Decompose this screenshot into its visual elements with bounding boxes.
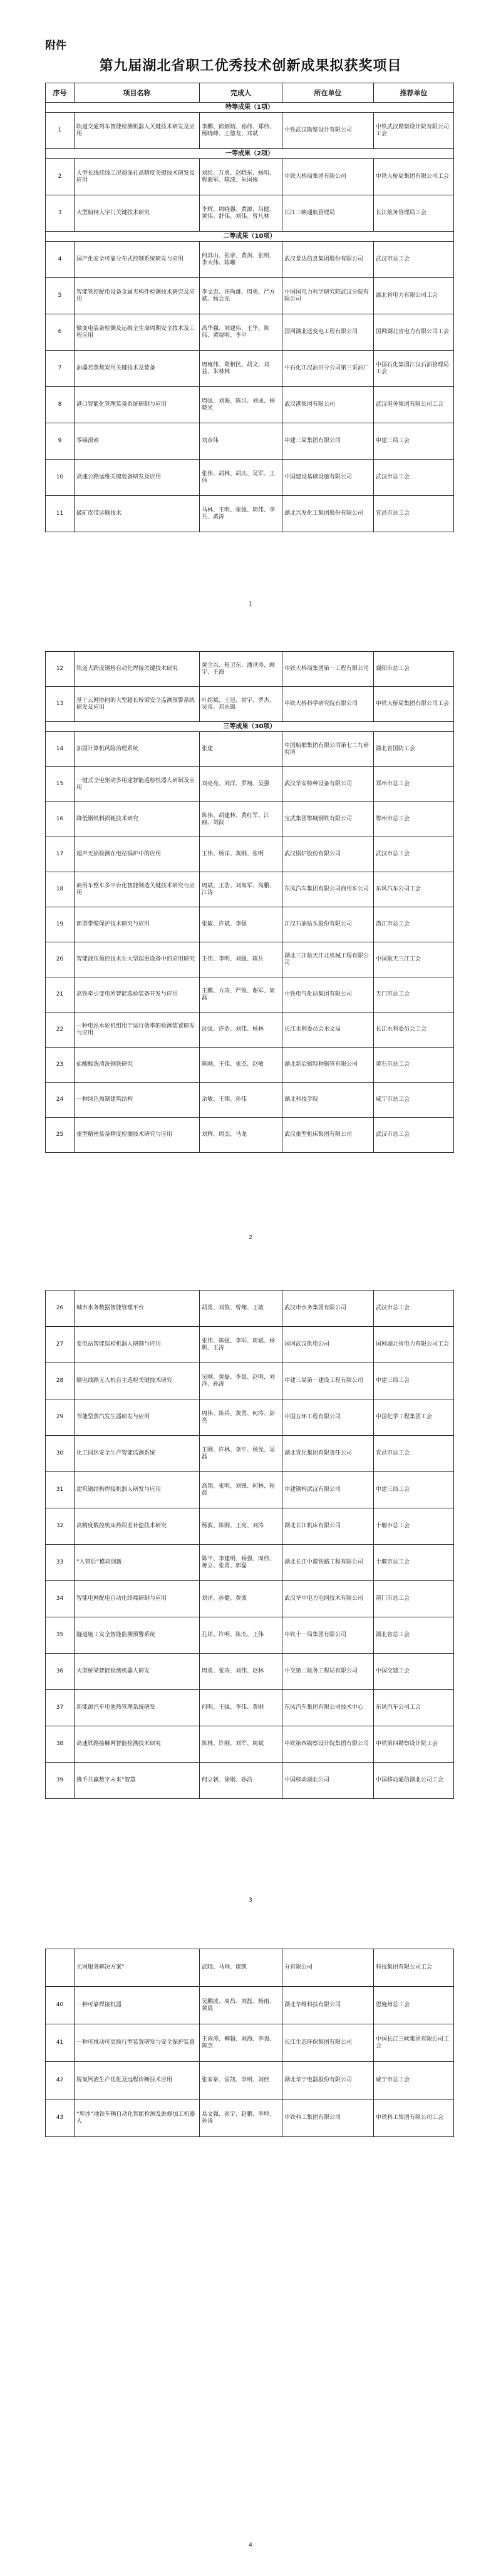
row-number: 27 (46, 1327, 75, 1363)
affiliation: 中铁第四勘察设计院集团有限公司 (282, 1726, 374, 1763)
recommender: 武汉市总工会 (374, 1291, 454, 1327)
completers: 李文忠、许尚雄、周勇、严方斌、杨会元 (200, 278, 282, 314)
table-row (46, 2062, 454, 2099)
table-row (46, 767, 454, 802)
table-row (46, 1581, 454, 1617)
affiliation: 武汉港集团有限公司 (282, 387, 374, 423)
recommender: 武汉港务集团有限公司工会 (374, 387, 454, 423)
recommender: 中铁大桥局集团有限公司工会 (374, 159, 454, 195)
recommender: 长江水利委员会工会 (374, 1012, 454, 1048)
affiliation: 湖北宜化集团有限责任公司 (282, 1436, 374, 1472)
project-name: 智能电网配电自动化终端研制与应用 (75, 1581, 200, 1617)
completers: 王鹏、方涛、严俊、谢军、周磊 (200, 977, 282, 1012)
table-row (46, 113, 454, 149)
table-row (46, 1763, 454, 1799)
project-name: 智能管控配电设备金属夹构件检测技术研究及应用 (75, 278, 200, 314)
recommender: 国网湖北省电力有限公司工会 (374, 1327, 454, 1363)
completers: 张伟、胡林、胡庆、吴军、王伟 (200, 460, 282, 496)
table-row (46, 1617, 454, 1654)
table-row (46, 496, 454, 532)
column-header: 所在单位 (282, 83, 374, 103)
row-number: 22 (46, 1012, 75, 1048)
project-name: 变电站智能巡检机器人研制与应用 (75, 1327, 200, 1363)
completers: 刘洋、孙健、黄波 (200, 1581, 282, 1617)
row-number: 43 (46, 2099, 75, 2137)
table-row (46, 977, 454, 1012)
table-row (46, 1048, 454, 1083)
completers: 周斌、王浩、刘海军、高鹏、江涛 (200, 872, 282, 907)
affiliation: 中铁电气化局集团有限公司 (282, 977, 374, 1012)
completers: 马林、王明、张强、周伟、李兵、黄涛 (200, 496, 282, 532)
project-name: “库沙”地铁车辆自动化智能检测及维修加工机器人 (75, 2099, 200, 2137)
recommender: 湖北省电力有限公司工会 (374, 278, 454, 314)
row-number (46, 1949, 75, 1987)
recommender: 宜昌市总工会 (374, 1436, 454, 1472)
affiliation: 武汉景达信息集团股份有限公司 (282, 242, 374, 278)
recommender: 东风汽车公司工会 (374, 872, 454, 907)
row-number: 36 (46, 1654, 75, 1690)
row-number: 30 (46, 1436, 75, 1472)
project-name: 加固计算机风险治理系统 (75, 732, 200, 767)
recommender: 武汉市总工会 (374, 460, 454, 496)
completers: 沈强、许浩、刘伟、杨林 (200, 1012, 282, 1048)
table-row (46, 1327, 454, 1363)
recommender: 郑州市总工会 (374, 767, 454, 802)
project-name: 城市水务数据智能管理平台 (75, 1291, 200, 1327)
project-name: 商用车整车多平台化智能制造关键技术研究与应用 (75, 872, 200, 907)
award-table-page-2 (45, 651, 454, 1153)
table-row (46, 314, 454, 351)
document-title: 第九届湖北省职工优秀技术创新成果拟获奖项目 (99, 58, 402, 74)
project-name: 破矿皮带运输技术 (75, 496, 200, 532)
category-row (46, 722, 454, 732)
project-name: 重型精密装备精度检测技术研究与应用 (75, 1118, 200, 1153)
project-name: 轨道交通列车智能检测机器人关键技术研发及应用 (75, 113, 200, 149)
recommender: 中铁大桥局集团有限公司工会 (374, 687, 454, 722)
completers: 杨波、陈刚、王亮、刘涛 (200, 1508, 282, 1545)
award-table-page-4 (45, 1949, 454, 2137)
page-number: 3 (249, 1897, 252, 1904)
row-number: 40 (46, 1987, 75, 2024)
table-row (46, 1363, 454, 1399)
project-name: 高速铁路接触网智能检测技术研究 (75, 1726, 200, 1763)
affiliation: 湖北兴发化工集团股份有限公司 (282, 496, 374, 532)
completers: 李鹏、邱炳炳、孙伟、郑伟、杨晓峰、王德龙、邓斌 (200, 113, 282, 149)
table-row (46, 1545, 454, 1581)
row-number: 34 (46, 1581, 75, 1617)
recommender: 宜昌市总工会 (374, 496, 454, 532)
project-name: 化工园区安全生产智能监测系统 (75, 1436, 200, 1472)
recommender: 武汉市总工会 (374, 242, 454, 278)
row-number: 33 (46, 1545, 75, 1581)
affiliation: 中铁十一局集团有限公司 (282, 1617, 374, 1654)
affiliation: 中铁大桥科学研究院有限公司 (282, 687, 374, 722)
row-number: 6 (46, 314, 75, 351)
completers: 孔祥、许明、陈杰、王伟 (200, 1617, 282, 1654)
recommender: 武汉市总工会 (374, 1118, 454, 1153)
row-number: 39 (46, 1763, 75, 1799)
row-number: 19 (46, 907, 75, 942)
row-number: 5 (46, 278, 75, 314)
completers: 何立新、徐刚、孙浩 (200, 1763, 282, 1799)
table-row (46, 278, 454, 314)
recommender: 中国交建工会 (374, 1654, 454, 1690)
row-number: 24 (46, 1083, 75, 1118)
completers: 王伟、杨洋、黄刚、张明 (200, 837, 282, 872)
table-row (46, 802, 454, 837)
table-row (46, 2099, 454, 2137)
affiliation: 长江生态环保集团有限公司 (282, 2024, 374, 2062)
completers: 余敏、王翔、孙伟 (200, 1083, 282, 1118)
recommender: 潜江市总工会 (374, 907, 454, 942)
table-row (46, 1436, 454, 1472)
recommender: 科技集团有限公司工会 (374, 1949, 454, 1987)
project-name: 盐酸酸洗清洗钢铁研究 (75, 1048, 200, 1083)
affiliation: 湖北三江航天江北机械工程有限公司 (282, 942, 374, 977)
completers: 陈林、许刚、刘军、周斌 (200, 1726, 282, 1763)
affiliation: 中铁科工集团有限公司 (282, 2099, 374, 2137)
affiliation: 武汉华中电力电网技术有限公司 (282, 1581, 374, 1617)
project-name: 元网服务解决方案” (75, 1949, 200, 1987)
completers: 陈刚、王伟、张杰、赵敏 (200, 1048, 282, 1083)
row-number: 8 (46, 387, 75, 423)
completers: 刘亮亮、刘洋、罗翔、吴强 (200, 767, 282, 802)
row-number: 4 (46, 242, 75, 278)
project-name: 零锚滑索 (75, 423, 200, 460)
row-number: 29 (46, 1399, 75, 1436)
table-row (46, 2024, 454, 2062)
project-name: 国产化安全可靠分布式控制系统研发与应用 (75, 242, 200, 278)
table-row (46, 1690, 454, 1726)
recommender: 中建三局工会 (374, 1472, 454, 1508)
column-header: 完成人 (200, 83, 282, 103)
project-name: 脱氧钙渣生产优化及远程诊断技术应用 (75, 2062, 200, 2099)
table-row (46, 652, 454, 687)
row-number: 26 (46, 1291, 75, 1327)
recommender: 天门市总工会 (374, 977, 454, 1012)
project-name: 高速公路运维关键装备研发及应用 (75, 460, 200, 496)
affiliation: 武汉锅炉股份有限公司 (282, 837, 374, 872)
table-row (46, 1654, 454, 1690)
recommender: 鄂州市总工会 (374, 802, 454, 837)
project-name: “入管后”模块创新 (75, 1545, 200, 1581)
recommender: 中国航天三江工会 (374, 942, 454, 977)
page-number: 2 (249, 1235, 252, 1241)
row-number: 37 (46, 1690, 75, 1726)
recommender: 中铁科工集团有限公司工会 (374, 2099, 454, 2137)
affiliation: 长江水利委员会水文局 (282, 1012, 374, 1048)
affiliation: 中石化江汉油田分公司第三采油厂 (282, 351, 374, 387)
affiliation: 东风汽车集团有限公司商用车公司 (282, 872, 374, 907)
completers: 王伟、李明、刘强、陈兵 (200, 942, 282, 977)
affiliation: 中铁武汉勘察设计有限公司 (282, 113, 374, 149)
recommender: 恩施州总工会 (374, 1987, 454, 2024)
table-row (46, 242, 454, 278)
recommender: 十堰市总工会 (374, 1508, 454, 1545)
recommender: 十堰市总工会 (374, 1545, 454, 1581)
category-row (46, 103, 454, 113)
affiliation: 东风汽车集团有限公司技术中心 (282, 1690, 374, 1726)
recommender: 中建三局工会 (374, 423, 454, 460)
category-label: 二等成果（10项） (46, 232, 454, 242)
recommender: 长江航务管理局工会 (374, 195, 454, 232)
completers: 陈平、李建明、杨强、周伟、蒋立、张勇、郭磊 (200, 1545, 282, 1581)
affiliation: 中交第二航务工程局有限公司 (282, 1654, 374, 1690)
table-row (46, 1508, 454, 1545)
recommender: 湖北省总工会 (374, 1617, 454, 1654)
project-name: 智能液压预控技术在大型起重设备中的应用研究 (75, 942, 200, 977)
affiliation: 湖北新冶钢特种钢管有限公司 (282, 1048, 374, 1083)
category-label: 三等成果（30项） (46, 722, 454, 732)
project-name: 一种可靠焊接机器 (75, 1987, 200, 2024)
recommender: 中国化学工程集团工会 (374, 1399, 454, 1436)
row-number: 13 (46, 687, 75, 722)
row-number: 42 (46, 2062, 75, 2099)
affiliation: 中国建设基础设施有限公司 (282, 460, 374, 496)
completers: 周勇、张涛、刘伟、赵林 (200, 1654, 282, 1690)
completers: 王刚、许林、李平、杨光、吴磊 (200, 1436, 282, 1472)
table-row (46, 732, 454, 767)
project-name: 建筑钢结构焊接机器人研发与应用 (75, 1472, 200, 1508)
affiliation: 中国国电力科学研究院武汉分院有限公司 (282, 278, 374, 314)
recommender: 东风汽车公司工会 (374, 1690, 454, 1726)
attachment-label: 附件 (45, 39, 66, 52)
affiliation: 中国五环工程有限公司 (282, 1399, 374, 1436)
table-row (46, 1949, 454, 1987)
row-number: 28 (46, 1363, 75, 1399)
category-label: 一等成果（2项） (46, 149, 454, 159)
affiliation: 江汉石油钻头股份有限公司 (282, 907, 374, 942)
table-row (46, 1987, 454, 2024)
project-name: 携手共赢数字未来“智慧 (75, 1763, 200, 1799)
project-name: 大型长线挂线工况超深孔高精度关键技术研发及应用 (75, 159, 200, 195)
table-row (46, 1291, 454, 1327)
row-number: 18 (46, 872, 75, 907)
project-name: 一种可推动可更换行型装置研发与安全保护装置 (75, 2024, 200, 2062)
completers: 周强、刘海、陈兴、刘成、杨晓光 (200, 387, 282, 423)
table-row (46, 159, 454, 195)
recommender: 中铁第四勘察设计院工会 (374, 1726, 454, 1763)
row-number: 20 (46, 942, 75, 977)
table-row (46, 1012, 454, 1048)
table-row (46, 423, 454, 460)
completers: 黄全兴、程卫东、潘世涛、顾宇、王海 (200, 652, 282, 687)
table-header-row (46, 83, 454, 103)
affiliation: 中建钢构武汉有限公司 (282, 1472, 374, 1508)
recommender: 荆门市总工会 (374, 1581, 454, 1617)
affiliation: 湖北华宁电器股份有限公司 (282, 2062, 374, 2099)
project-name: 一键式全电驱动多用途智能巡检机器人研制及应用 (75, 767, 200, 802)
table-row (46, 1083, 454, 1118)
completers: 刘辉、周杰、马龙 (200, 1118, 282, 1153)
completers: 周雍伟、葛相民、胡文、刘益、朱林林 (200, 351, 282, 387)
table-row (46, 387, 454, 423)
table-row (46, 351, 454, 387)
recommender: 湖北省国防工会 (374, 732, 454, 767)
column-header: 项目名称 (75, 83, 200, 103)
completers: 刘红、万勇、赵晓东、杨明、程海军、陈波、朱国俊 (200, 159, 282, 195)
table-row (46, 837, 454, 872)
affiliation: 湖北华维科技有限公司 (282, 1987, 374, 2024)
completers: 胡勇、刘俊、曾翔、王敏 (200, 1291, 282, 1327)
affiliation: 武汉华安特种设备有限公司 (282, 767, 374, 802)
affiliation: 长江三峡通航管理局 (282, 195, 374, 232)
row-number: 3 (46, 195, 75, 232)
project-name: 新型带缆保护技术研究与应用 (75, 907, 200, 942)
affiliation: 宝武集团鄂城钢铁有限公司 (282, 802, 374, 837)
recommender: 中国石化集团江汉石油管理局工会 (374, 351, 454, 387)
affiliation: 湖北长江机床有限公司 (282, 1508, 374, 1545)
affiliation: 中国船舶集团有限公司第七二九研究所 (282, 732, 374, 767)
completers: 周伟、陈兵、黄勇、何涛、彭亮 (200, 1399, 282, 1436)
completers: 张伟、陈强、李军、周斌、杨帆、王涛 (200, 1327, 282, 1363)
completers: 陈伟、胡建林、黄红军、江丽、刘波 (200, 802, 282, 837)
project-name: 输变电装备检测及运维全生命周期安全技术及工程应用 (75, 314, 200, 351)
affiliation: 武汉重型机床集团有限公司 (282, 1118, 374, 1153)
project-name: 超声无损检测在电站锅炉中的应用 (75, 837, 200, 872)
column-header: 推荐单位 (374, 83, 454, 103)
row-number: 16 (46, 802, 75, 837)
completers: 吴刚、黄磊、李晨、赵明、刘洋、孙涛 (200, 1363, 282, 1399)
table-row (46, 942, 454, 977)
row-number: 25 (46, 1118, 75, 1153)
table-row (46, 1726, 454, 1763)
completers: 何其山、张帝、黄剑、张明、李大伟、陈曦 (200, 242, 282, 278)
recommender: 黄石市总工会 (374, 1048, 454, 1083)
row-number: 1 (46, 113, 75, 149)
affiliation: 湖北长江中游铁路工程有限公司 (282, 1545, 374, 1581)
award-table-page-1 (45, 83, 454, 532)
row-number: 14 (46, 732, 75, 767)
project-name: 高精度数控机床热误差补偿技术研究 (75, 1508, 200, 1545)
project-name: 基于云网协同的大型超长桥梁安全监测预警系统研发及应用 (75, 687, 200, 722)
completers: 叶绍斌、王冠、雷宇、罗杰、吴彦、邓永锦 (200, 687, 282, 722)
page-number: 1 (249, 601, 252, 607)
completers: 武晓、马帅、康凯 (200, 1949, 282, 1987)
table-row (46, 872, 454, 907)
affiliation: 国网武汉供电公司 (282, 1327, 374, 1363)
project-name: 节能型蒸汽发生器研发与应用 (75, 1399, 200, 1436)
table-row (46, 460, 454, 496)
project-name: 大型船闸人字门关键技术研究 (75, 195, 200, 232)
table-row (46, 1399, 454, 1436)
completers: 李辉、周晓强、黄源、吕健、黄伟、舒伟、刘伟、曾凡林 (200, 195, 282, 232)
recommender: 中国移动通信湖北公司工会 (374, 1763, 454, 1799)
row-number: 7 (46, 351, 75, 387)
project-name: 大型桥梁智能检测机器人研发 (75, 1654, 200, 1690)
completers: 张家豪、雷凯、李明、刘佳 (200, 2062, 282, 2099)
row-number: 23 (46, 1048, 75, 1083)
affiliation: 中铁大桥局集团有限公司 (282, 159, 374, 195)
affiliation: 中铁大桥局集团第一工程有限公司 (282, 652, 374, 687)
page-number: 4 (249, 2542, 252, 2548)
category-row (46, 232, 454, 242)
recommender: 武汉市总工会 (374, 837, 454, 872)
completers: 何明、王强、李伟、黄刚 (200, 1690, 282, 1726)
project-name: 隧道施工安全智能监测预警系统 (75, 1617, 200, 1654)
project-name: 高铁牵引变电所智能巡检装备开发与应用 (75, 977, 200, 1012)
project-name: 一种绿色预制建筑结构 (75, 1083, 200, 1118)
row-number: 12 (46, 652, 75, 687)
row-number: 38 (46, 1726, 75, 1763)
recommender: 中铁武汉勘察设计院有限公司工会 (374, 113, 454, 149)
project-name: 降低钢铁料损耗技术研究 (75, 802, 200, 837)
row-number: 15 (46, 767, 75, 802)
affiliation: 中建三局第一建设工程有限公司 (282, 1363, 374, 1399)
completers: 刘彦伟 (200, 423, 282, 460)
row-number: 11 (46, 496, 75, 532)
recommender: 中国长江三峡集团有限公司工会 (374, 2024, 454, 2062)
project-name: 轨道大跨度钢桥自动化焊接关键技术研究 (75, 652, 200, 687)
completers: 吴鹏波、周昌、刘磊、杨雨、黄晨 (200, 1987, 282, 2024)
recommender: 国网湖北省电力有限公司工会 (374, 314, 454, 351)
recommender: 襄阳市总工会 (374, 652, 454, 687)
row-number: 31 (46, 1472, 75, 1508)
row-number: 10 (46, 460, 75, 496)
award-table-page-3 (45, 1290, 454, 1799)
column-header: 序号 (46, 83, 75, 103)
row-number: 32 (46, 1508, 75, 1545)
row-number: 2 (46, 159, 75, 195)
affiliation: 湖北科技学院 (282, 1083, 374, 1118)
recommender: 咸宁市总工会 (374, 2062, 454, 2099)
category-row (46, 149, 454, 159)
affiliation: 国网湖北送变电工程有限公司 (282, 314, 374, 351)
project-name: 输电线路无人机自主巡检关键技术研究 (75, 1363, 200, 1399)
recommender: 中建三局工会 (374, 1363, 454, 1399)
completers: 高翔、张明、刘锋、何林、程晨 (200, 1472, 282, 1508)
completers: 易文强、张宇、赵鹏、李坤、孙涛 (200, 2099, 282, 2137)
completers: 张建 (200, 732, 282, 767)
row-number: 21 (46, 977, 75, 1012)
row-number: 35 (46, 1617, 75, 1654)
table-row (46, 1118, 454, 1153)
affiliation: 分有限公司 (282, 1949, 374, 1987)
row-number: 9 (46, 423, 75, 460)
project-name: 新能源汽车电池热管理系统研发 (75, 1690, 200, 1726)
completers: 高华强、刘建伟、王华、陈伟、黄晓明、李平 (200, 314, 282, 351)
table-row (46, 907, 454, 942)
row-number: 41 (46, 2024, 75, 2062)
table-row (46, 195, 454, 232)
category-label: 特等成果（1项） (46, 103, 454, 113)
completers: 王雨涛、柳超、刘海、李强、陈杰 (200, 2024, 282, 2062)
table-row (46, 687, 454, 722)
project-name: 港口智能化管理装备系统研制与应用 (75, 387, 200, 423)
affiliation: 中建三局集团有限公司 (282, 423, 374, 460)
affiliation: 武汉市水务集团有限公司 (282, 1291, 374, 1327)
project-name: 油器若蒸焦炭用关键技术及装备 (75, 351, 200, 387)
row-number: 17 (46, 837, 75, 872)
recommender: 咸宁市总工会 (374, 1083, 454, 1118)
project-name: 一种电站水轮机组用于运行效率的检测装置研发与应用 (75, 1012, 200, 1048)
completers: 张敏、许斌、李强 (200, 907, 282, 942)
table-row (46, 1472, 454, 1508)
affiliation: 中国移动湖北公司 (282, 1763, 374, 1799)
